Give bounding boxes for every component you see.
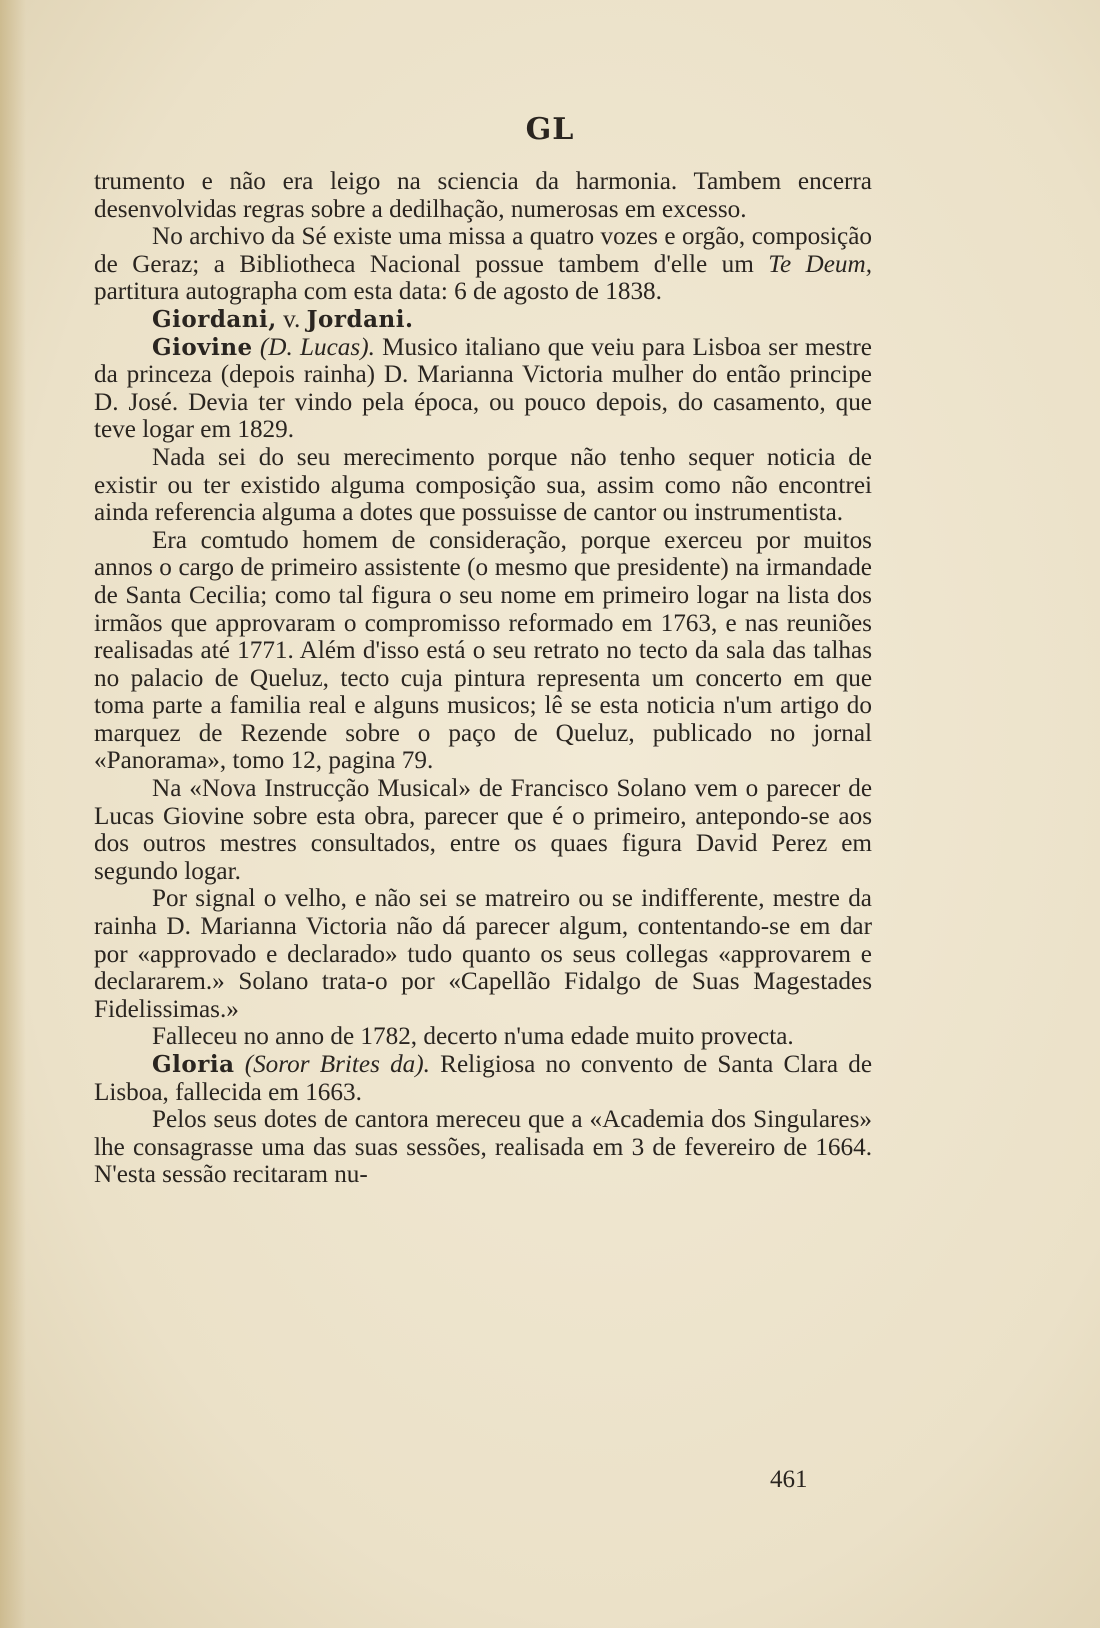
headword: Giovine <box>152 333 253 361</box>
paragraph: Por signal o velho, e não sei se matreiro ou se indifferente, mestre da rainha D. Marianna Victoria não dá parecer algum, contentando-se em dar por «approvado e declarado» tudo quanto os seus collegas «approvarem e declararem.» Solano trata-o por «Capellão Fidalgo de Suas Magestades Fidelissimas.» <box>94 885 872 1023</box>
entry-giovine: Giovine (D. Lucas). Musico italiano que veiu para Lisboa ser mestre da princeza (depois rainha) D. Marianna Victoria mulher do então principe D. José. Devia ter vindo pela época, ou pouco depois, do casamento, que teve logar em 1829. <box>94 333 872 444</box>
body-text <box>94 168 872 1189</box>
paragraph: No archivo da Sé existe uma missa a quatro vozes e orgão, composição de Geraz; a Bibliotheca Nacional possue tambem d'elle um Te Deum, partitura autographa com esta data: 6 de agosto de 1838. <box>94 223 872 306</box>
headword: Giordani, <box>152 305 277 333</box>
entry-gloria: Gloria (Soror Brites da). Religiosa no convento de Santa Clara de Lisboa, fallecida em 1663. <box>94 1051 873 1106</box>
paragraph: Na «Nova Instrucção Musical» de Francisco Solano vem o parecer de Lucas Giovine sobre esta obra, parecer que é o primeiro, antepondo-se aos dos outros mestres consultados, entre os quaes figura David Perez em segundo logar. <box>94 775 872 885</box>
paragraph: Era comtudo homem de consideração, porque exerceu por muitos annos o cargo de primeiro assistente (o mesmo que presidente) na irmandade de Santa Cecilia; como tal figura o seu nome em primeiro logar na lista dos irmãos que approvaram o compromisso reformado em 1763, e nas reuniões realisadas até 1771. Além d'isso está o seu retrato no tecto da sala das talhas no palacio de Queluz, tecto cuja pintura representa um concerto em que toma parte a familia real e alguns musicos; lê se esta noticia n'um artigo do marquez de Rezende sobre o paço de Queluz, publicado no jornal «Panorama», tomo 12, pagina 79. <box>94 526 872 775</box>
paragraph: Falleceu no anno de 1782, decerto n'uma edade muito provecta. <box>152 1023 794 1051</box>
paragraph: Nada sei do seu merecimento porque não tenho sequer noticia de existir ou ter existido alguma composição sua, assim como não encontrei ainda referencia alguma a dotes que possuisse de cantor ou instrumentista. <box>94 443 872 527</box>
headword: Gloria <box>152 1051 235 1078</box>
paragraph: Pelos seus dotes de cantora mereceu que a «Academia dos Singulares» lhe consagrasse uma das suas sessões, realisada em 3 de fevereiro de 1664. N'esta sessão recitaram nu- <box>94 1106 872 1189</box>
page-number: 461 <box>770 1466 808 1493</box>
headword: Jordani. <box>306 305 414 333</box>
running-header: GL <box>525 112 575 147</box>
entry-giordani: Giordani, v. Jordani. <box>152 305 414 333</box>
paragraph: trumento e não era leigo na sciencia da harmonia. Tambem encerra desenvolvidas regras sobre a dedilhação, numerosas em excesso. <box>94 168 872 223</box>
